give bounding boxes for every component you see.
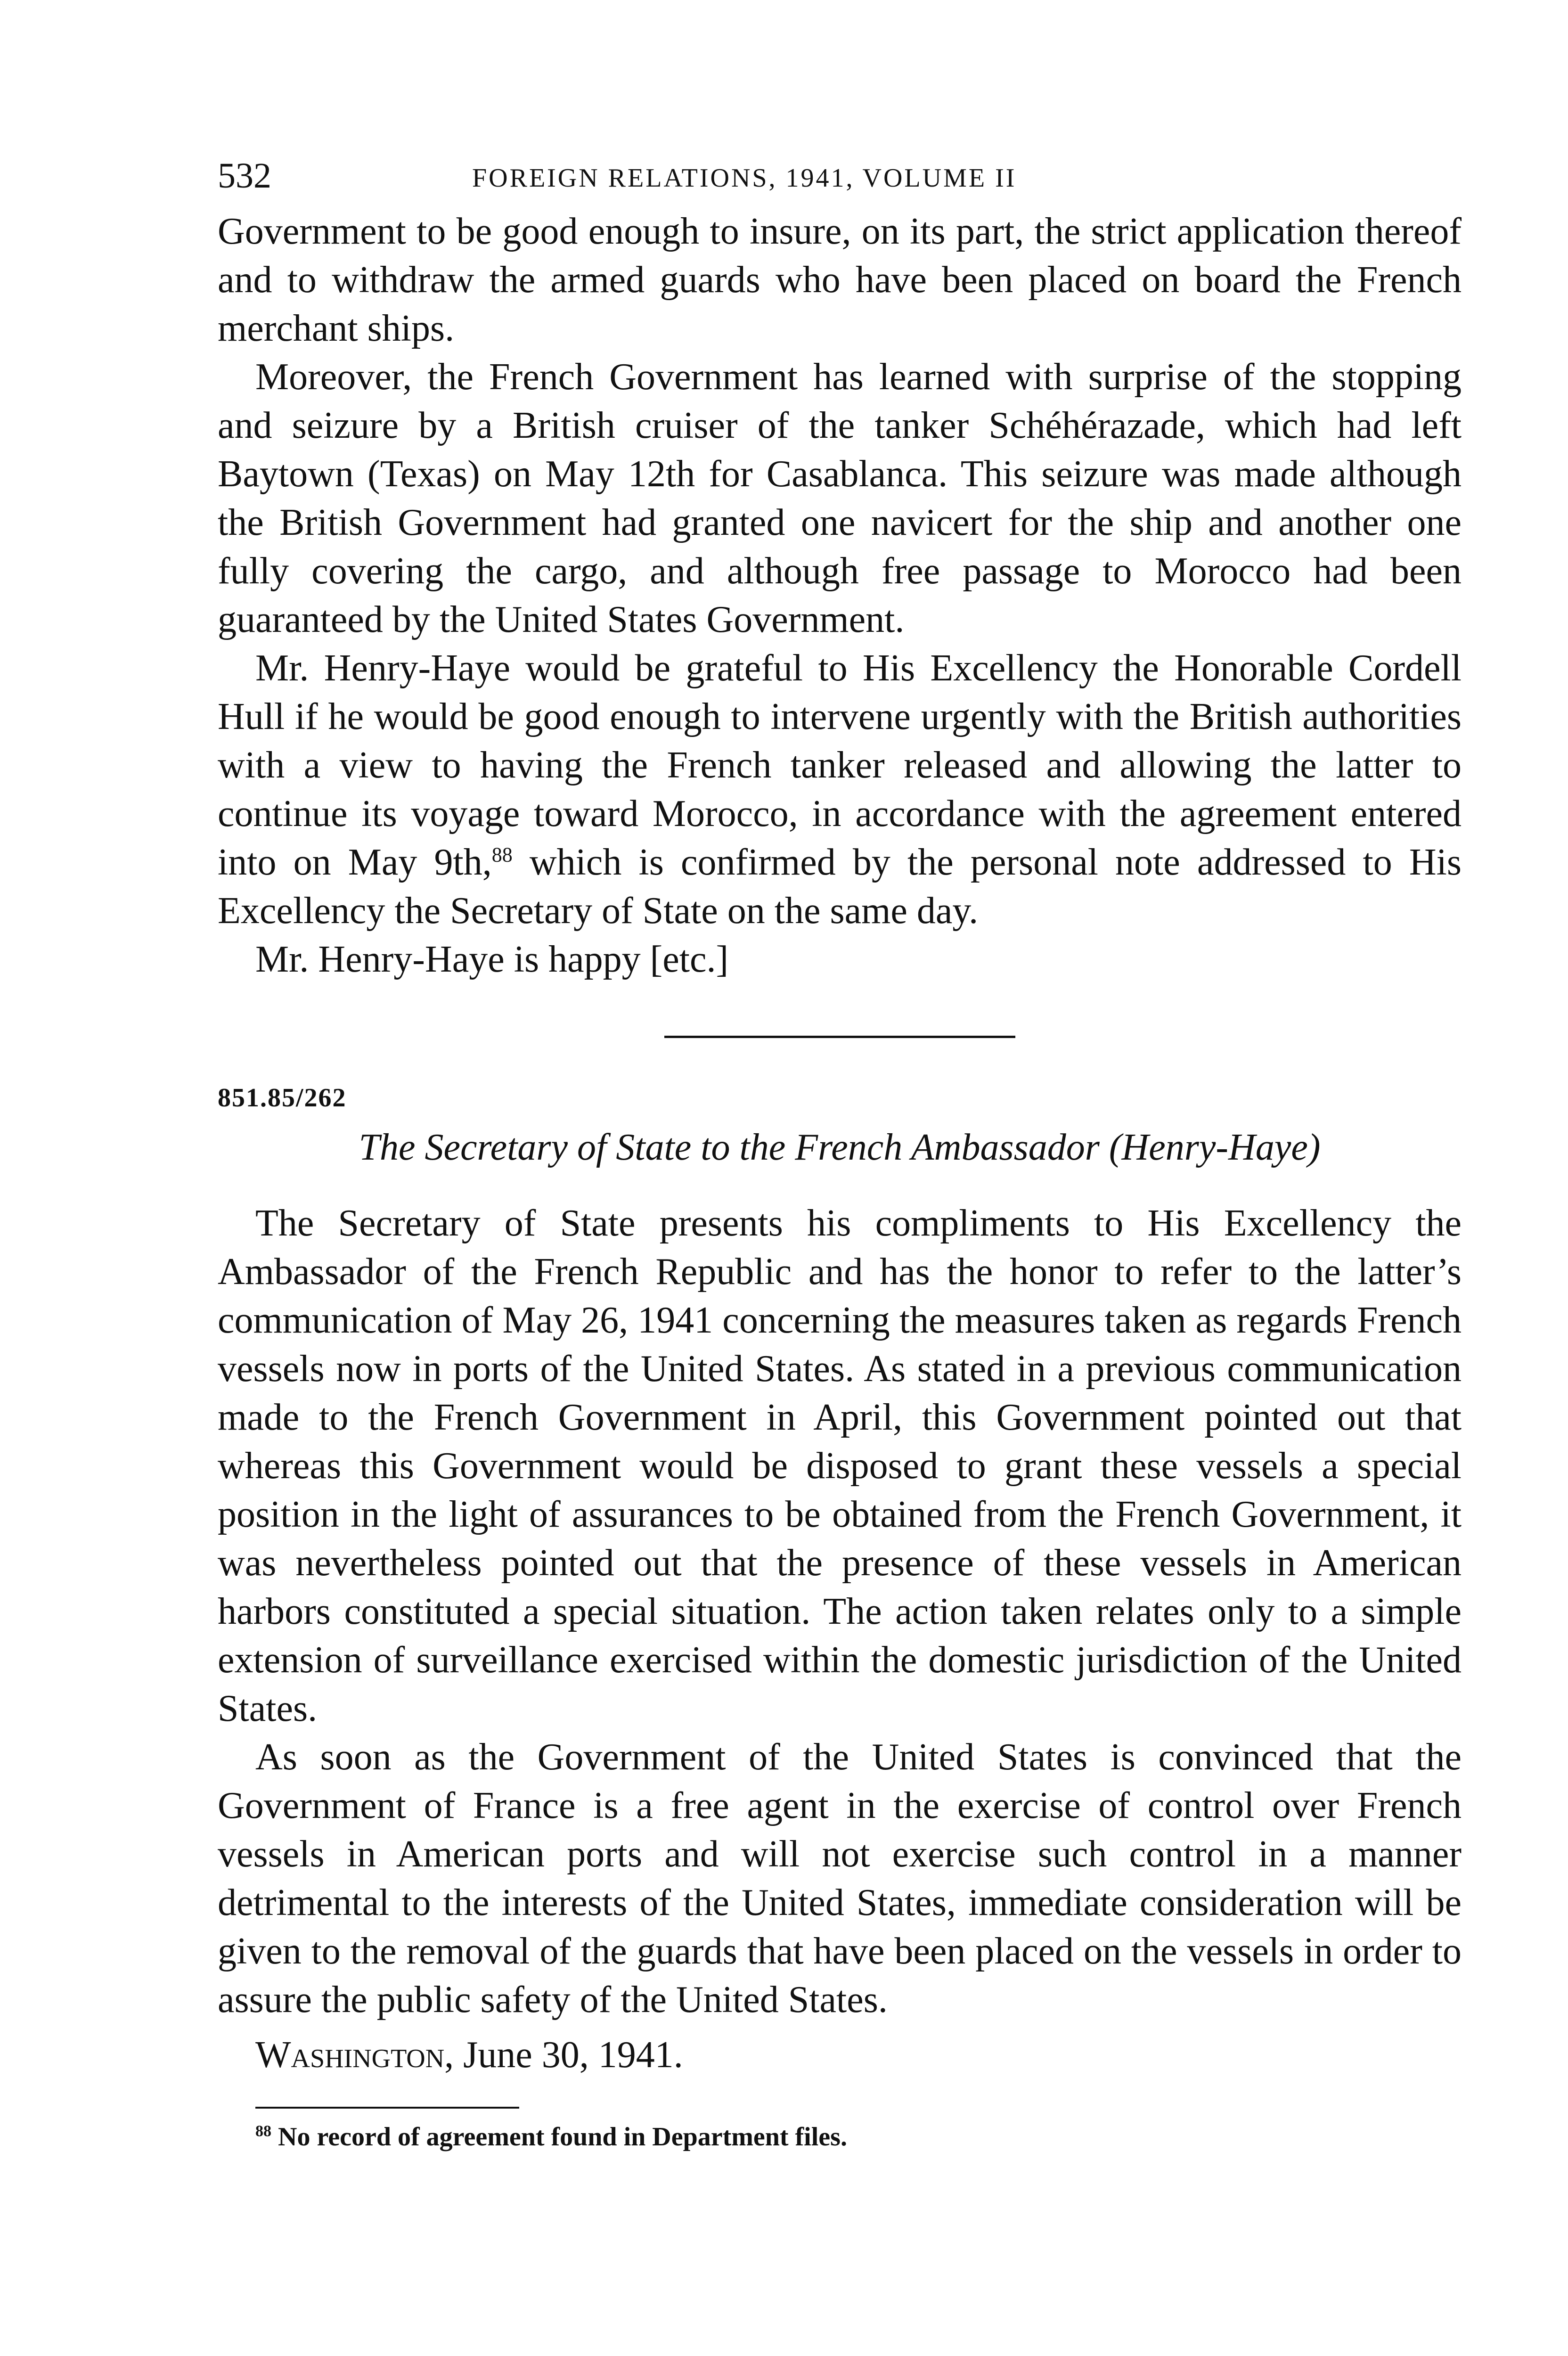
dateline-date: , June 30, 1941. [444, 2034, 683, 2076]
footnote-divider [255, 2107, 519, 2109]
compliments-paragraph: The Secretary of State presents his compliments to His Excellency the Ambassador of the French Republic and has the honor to refer to the latter’s communication of May 26, 1941 concerning the measures taken as regards French vessels now in ports of the United States. As stated in a previous communication made to the French Government in April, this Government pointed out that whereas this Government would be disposed to grant these vessels a special position in the light of assurances to be obtained from the French Government, it was nevertheless pointed out that the presence of these vessels in American harbors constituted a special situation. The action taken relates only to a simple extension of surveillance exercised within the domestic jurisdiction of the United States. [218, 1203, 1462, 1729]
dateline-place: Washington [255, 2034, 445, 2076]
dateline [218, 2031, 1462, 2079]
release-request-paragraph [218, 644, 1462, 935]
guards-removal-paragraph: As soon as the Government of the United States is convinced that the Government of France is a free agent in the exercise of control over French vessels in American ports and will not exercise such control in a manner detrimental to the interests of the United States, immediate consideration will be given to the removal of the guards that have been placed on the vessels in order to assure the public safety of the United States. [218, 1736, 1462, 2021]
footnote-text: No record of agreement found in Department files. [271, 2122, 847, 2151]
continued-paragraph: Government to be good enough to insure, on its part, the strict application thereof and to withdraw the armed guards who have been placed on board the French merchant ships. [218, 211, 1462, 349]
tanker-seizure-paragraph: Moreover, the French Government has learned with surprise of the stopping and seizure by a British cruiser of the tanker Schéhérazade, which had left Baytown (Texas) on May 12th for Casablanca. This seizure was made although the British Government had granted one navicert for the ship and another one fully covering the cargo, and although free passage to Morocco had been guaranteed by the United States Government. [218, 356, 1462, 640]
page-number: 532 [218, 156, 271, 196]
release-request-text-end: which is confirmed by the personal note addressed to His Excellency the Secretary of State on the same day. [218, 842, 1462, 932]
release-request-text: Mr. Henry-Haye would be grateful to His Excellency the Honorable Cordell Hull if he would be good enough to intervene urgently with the British authorities with a view to having the French tanker released and allowing the latter to continue its voyage toward Morocco, in accordance with the agreement entered into on May 9th, [218, 647, 1462, 883]
footnote-reference: 88 [491, 843, 513, 867]
footnote-mark: 88 [255, 2122, 271, 2140]
document-page [218, 155, 1462, 2152]
running-head [218, 155, 1462, 207]
running-head-title: FOREIGN RELATIONS, 1941, VOLUME II [472, 164, 1017, 193]
section-divider [664, 1036, 1015, 1038]
closing-paragraph: Mr. Henry-Haye is happy [etc.] [255, 939, 729, 980]
document-heading: The Secretary of State to the French Ambassador (Henry-Haye) [359, 1127, 1321, 1168]
file-number: 851.85/262 [218, 1083, 347, 1113]
footnote [255, 2122, 1462, 2152]
